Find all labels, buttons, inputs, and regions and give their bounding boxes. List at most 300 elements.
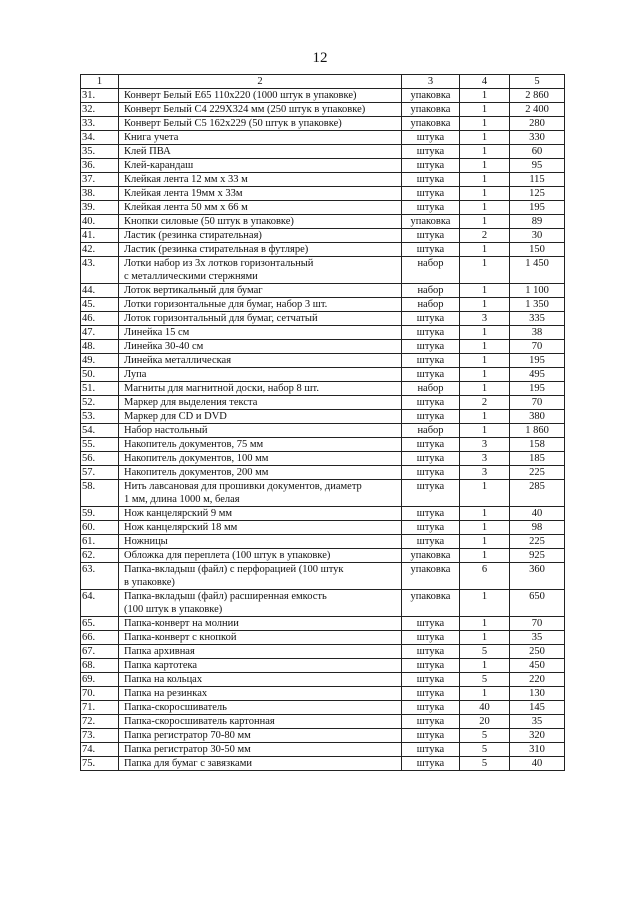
table-row [81, 535, 565, 549]
row-number-cell [81, 590, 119, 617]
unit-of-measure-cell [402, 145, 460, 159]
price-text: 185 [529, 453, 545, 464]
price-text: 2 400 [525, 104, 549, 115]
item-name-cell [119, 452, 402, 466]
unit-of-measure-cell [402, 507, 460, 521]
quantity-text: 3 [481, 453, 488, 464]
table-row [81, 368, 565, 382]
row-number-cell [81, 243, 119, 257]
row-number-text: 59. [82, 508, 96, 519]
table-row [81, 410, 565, 424]
price-text: 380 [529, 411, 545, 422]
row-number-cell [81, 701, 119, 715]
quantity-cell [460, 298, 510, 312]
price-cell [510, 438, 565, 452]
row-number-text: 62. [82, 550, 96, 561]
item-name-cell [119, 159, 402, 173]
row-number-text: 46. [82, 313, 96, 324]
unit-of-measure-text: упаковка [410, 118, 451, 129]
quantity-cell [460, 590, 510, 617]
row-number-text: 38. [82, 188, 96, 199]
item-name-text: Маркер для выделения текста [124, 397, 258, 408]
item-name-text: Клейкая лента 50 мм х 66 м [124, 202, 248, 213]
price-text: 1 450 [525, 258, 549, 269]
table-row [81, 673, 565, 687]
unit-of-measure-text: штука [416, 660, 445, 671]
price-text: 40 [531, 508, 543, 519]
item-name-text: Папка регистратор 30-50 мм [124, 744, 251, 755]
quantity-cell [460, 340, 510, 354]
item-name-text: Клейкая лента 19мм х 33м [124, 188, 243, 199]
item-name-text: Папка на резинках [124, 688, 208, 699]
quantity-text: 5 [481, 758, 488, 769]
row-number-text: 54. [82, 425, 96, 436]
item-name-text: Папка-вкладыш (файл) с перфорацией (100 штук [124, 564, 344, 575]
row-number-cell [81, 229, 119, 243]
row-number-text: 34. [82, 132, 96, 143]
price-cell [510, 215, 565, 229]
table-row [81, 438, 565, 452]
header-cell-unit: 3 [402, 75, 460, 89]
quantity-text: 1 [481, 632, 488, 643]
header-cell-quantity: 4 [460, 75, 510, 89]
table-row [81, 187, 565, 201]
unit-of-measure-cell [402, 298, 460, 312]
row-number-cell [81, 396, 119, 410]
item-name-cell [119, 617, 402, 631]
row-number-cell [81, 284, 119, 298]
item-name-cell [119, 507, 402, 521]
price-cell [510, 396, 565, 410]
row-number-text: 70. [82, 688, 96, 699]
row-number-text: 31. [82, 90, 96, 101]
row-number-cell [81, 729, 119, 743]
quantity-cell [460, 159, 510, 173]
unit-of-measure-text: набор [417, 299, 444, 310]
item-name-text: Папка-вкладыш (файл) расширенная емкость [124, 591, 327, 602]
quantity-text: 5 [481, 744, 488, 755]
table-row [81, 117, 565, 131]
price-cell [510, 507, 565, 521]
row-number-text: 71. [82, 702, 96, 713]
row-number-text: 44. [82, 285, 96, 296]
table-row [81, 424, 565, 438]
quantity-cell [460, 187, 510, 201]
row-number-text: 45. [82, 299, 96, 310]
row-number-cell [81, 326, 119, 340]
item-name-text: Конверт Белый С4 229Х324 мм (250 штук в упаковке) [124, 104, 366, 115]
row-number-cell [81, 659, 119, 673]
table-row [81, 645, 565, 659]
item-name-text: Накопитель документов, 75 мм [124, 439, 264, 450]
table-row [81, 507, 565, 521]
item-name-cell [119, 215, 402, 229]
row-number-cell [81, 438, 119, 452]
quantity-text: 5 [481, 646, 488, 657]
item-name-continuation: (100 штук в упаковке) [124, 604, 223, 615]
quantity-cell [460, 368, 510, 382]
unit-of-measure-cell [402, 340, 460, 354]
item-name-cell [119, 382, 402, 396]
price-cell [510, 298, 565, 312]
unit-of-measure-cell [402, 410, 460, 424]
table-row [81, 354, 565, 368]
row-number-text: 50. [82, 369, 96, 380]
price-text: 285 [529, 481, 545, 492]
table-row [81, 521, 565, 535]
unit-of-measure-text: штука [416, 467, 445, 478]
quantity-text: 1 [481, 174, 488, 185]
table-row [81, 243, 565, 257]
quantity-cell [460, 617, 510, 631]
item-name-text: Нить лавсановая для прошивки документов, диаметр [124, 481, 362, 492]
item-name-cell [119, 145, 402, 159]
quantity-cell [460, 466, 510, 480]
table-row [81, 131, 565, 145]
item-name-cell [119, 89, 402, 103]
price-cell [510, 743, 565, 757]
price-text: 145 [529, 702, 545, 713]
item-name-cell [119, 631, 402, 645]
table-row [81, 326, 565, 340]
unit-of-measure-cell [402, 382, 460, 396]
price-text: 320 [529, 730, 545, 741]
price-cell [510, 424, 565, 438]
price-cell [510, 452, 565, 466]
price-text: 95 [531, 160, 543, 171]
quantity-cell [460, 103, 510, 117]
unit-of-measure-text: штука [416, 369, 445, 380]
item-name-cell [119, 340, 402, 354]
price-cell [510, 466, 565, 480]
price-text: 158 [529, 439, 545, 450]
row-number-text: 68. [82, 660, 96, 671]
unit-of-measure-text: штука [416, 522, 445, 533]
row-number-cell [81, 312, 119, 326]
unit-of-measure-text: штука [416, 618, 445, 629]
price-text: 35 [531, 632, 543, 643]
quantity-cell [460, 257, 510, 284]
quantity-text: 20 [479, 716, 490, 727]
price-text: 310 [529, 744, 545, 755]
quantity-text: 3 [481, 439, 488, 450]
quantity-text: 1 [481, 550, 488, 561]
price-text: 2 860 [525, 90, 549, 101]
quantity-cell [460, 354, 510, 368]
row-number-text: 66. [82, 632, 96, 643]
quantity-text: 1 [481, 90, 488, 101]
row-number-cell [81, 631, 119, 645]
quantity-text: 3 [481, 467, 488, 478]
unit-of-measure-cell [402, 354, 460, 368]
table-row [81, 229, 565, 243]
price-text: 40 [531, 758, 543, 769]
row-number-text: 74. [82, 744, 96, 755]
item-name-cell [119, 535, 402, 549]
quantity-text: 1 [481, 258, 488, 269]
unit-of-measure-text: штука [416, 453, 445, 464]
row-number-text: 73. [82, 730, 96, 741]
quantity-text: 1 [481, 160, 488, 171]
item-name-text: Лоток горизонтальный для бумаг, сетчатый [124, 313, 318, 324]
unit-of-measure-text: штука [416, 411, 445, 422]
row-number-text: 33. [82, 118, 96, 129]
quantity-cell [460, 535, 510, 549]
quantity-cell [460, 243, 510, 257]
item-name-cell [119, 257, 402, 284]
row-number-cell [81, 673, 119, 687]
price-cell [510, 187, 565, 201]
item-name-cell [119, 201, 402, 215]
row-number-text: 58. [82, 481, 96, 492]
row-number-cell [81, 480, 119, 507]
row-number-cell [81, 382, 119, 396]
price-text: 225 [529, 536, 545, 547]
item-name-continuation: 1 мм, длина 1000 м, белая [124, 494, 240, 505]
table-row [81, 480, 565, 507]
unit-of-measure-text: штука [416, 202, 445, 213]
price-cell [510, 715, 565, 729]
unit-of-measure-cell [402, 673, 460, 687]
quantity-text: 1 [481, 244, 488, 255]
unit-of-measure-text: штука [416, 397, 445, 408]
row-number-cell [81, 215, 119, 229]
unit-of-measure-cell [402, 645, 460, 659]
item-name-cell [119, 298, 402, 312]
item-name-continuation: с металлическими стержнями [124, 271, 258, 282]
row-number-cell [81, 507, 119, 521]
price-text: 495 [529, 369, 545, 380]
quantity-cell [460, 507, 510, 521]
table-row [81, 743, 565, 757]
row-number-text: 52. [82, 397, 96, 408]
quantity-text: 1 [481, 285, 488, 296]
quantity-cell [460, 145, 510, 159]
price-cell [510, 326, 565, 340]
quantity-text: 1 [481, 591, 488, 602]
price-cell [510, 284, 565, 298]
unit-of-measure-text: упаковка [410, 90, 451, 101]
unit-of-measure-cell [402, 326, 460, 340]
item-name-text: Клейкая лента 12 мм х 33 м [124, 174, 248, 185]
price-cell [510, 645, 565, 659]
item-name-text: Магниты для магнитной доски, набор 8 шт. [124, 383, 319, 394]
item-name-cell [119, 563, 402, 590]
unit-of-measure-cell [402, 729, 460, 743]
item-name-cell [119, 715, 402, 729]
row-number-cell [81, 145, 119, 159]
row-number-cell [81, 131, 119, 145]
price-text: 280 [529, 118, 545, 129]
item-name-text: Папка-скоросшиватель [124, 702, 227, 713]
unit-of-measure-cell [402, 173, 460, 187]
table-header-row [81, 75, 565, 89]
item-name-continuation: в упаковке) [124, 577, 175, 588]
price-cell [510, 145, 565, 159]
quantity-cell [460, 687, 510, 701]
row-number-text: 65. [82, 618, 96, 629]
quantity-text: 1 [481, 146, 488, 157]
unit-of-measure-cell [402, 312, 460, 326]
unit-of-measure-text: штука [416, 481, 445, 492]
quantity-cell [460, 563, 510, 590]
row-number-cell [81, 257, 119, 284]
unit-of-measure-text: штука [416, 674, 445, 685]
price-text: 360 [529, 564, 545, 575]
row-number-text: 48. [82, 341, 96, 352]
unit-of-measure-text: штука [416, 132, 445, 143]
table-row [81, 284, 565, 298]
unit-of-measure-text: штука [416, 244, 445, 255]
table-row [81, 215, 565, 229]
item-name-text: Клей ПВА [124, 146, 171, 157]
item-name-text: Папка архивная [124, 646, 195, 657]
row-number-text: 49. [82, 355, 96, 366]
item-name-cell [119, 645, 402, 659]
quantity-text: 5 [481, 730, 488, 741]
table-row [81, 396, 565, 410]
header-cell-name: 2 [119, 75, 402, 89]
quantity-text: 1 [481, 481, 488, 492]
item-name-text: Обложка для переплета (100 штук в упаковке) [124, 550, 331, 561]
quantity-text: 1 [481, 132, 488, 143]
price-cell [510, 757, 565, 771]
row-number-cell [81, 645, 119, 659]
price-text: 925 [529, 550, 545, 561]
price-cell [510, 103, 565, 117]
quantity-cell [460, 631, 510, 645]
row-number-text: 43. [82, 258, 96, 269]
table-row [81, 103, 565, 117]
price-cell [510, 173, 565, 187]
price-text: 1 350 [525, 299, 549, 310]
row-number-cell [81, 521, 119, 535]
quantity-cell [460, 201, 510, 215]
row-number-text: 32. [82, 104, 96, 115]
unit-of-measure-text: упаковка [410, 104, 451, 115]
row-number-cell [81, 549, 119, 563]
unit-of-measure-text: штука [416, 146, 445, 157]
item-name-text: Папка-скоросшиватель картонная [124, 716, 275, 727]
quantity-cell [460, 117, 510, 131]
row-number-text: 64. [82, 591, 96, 602]
quantity-text: 1 [481, 618, 488, 629]
row-number-text: 63. [82, 564, 96, 575]
price-text: 1 860 [525, 425, 549, 436]
price-cell [510, 312, 565, 326]
price-text: 450 [529, 660, 545, 671]
item-name-cell [119, 729, 402, 743]
item-name-text: Конверт Белый Е65 110х220 (1000 штук в упаковке) [124, 90, 357, 101]
price-text: 150 [529, 244, 545, 255]
unit-of-measure-cell [402, 131, 460, 145]
unit-of-measure-cell [402, 284, 460, 298]
unit-of-measure-cell [402, 243, 460, 257]
quantity-text: 2 [481, 397, 488, 408]
row-number-cell [81, 715, 119, 729]
table-row [81, 257, 565, 284]
item-name-cell [119, 103, 402, 117]
table-row [81, 617, 565, 631]
price-text: 130 [529, 688, 545, 699]
price-cell [510, 617, 565, 631]
row-number-text: 60. [82, 522, 96, 533]
quantity-cell [460, 410, 510, 424]
price-text: 70 [531, 341, 543, 352]
item-name-text: Лупа [124, 369, 147, 380]
row-number-cell [81, 117, 119, 131]
quantity-cell [460, 645, 510, 659]
unit-of-measure-cell [402, 659, 460, 673]
table-row [81, 687, 565, 701]
quantity-text: 1 [481, 188, 488, 199]
item-name-text: Набор настольный [124, 425, 208, 436]
row-number-cell [81, 535, 119, 549]
quantity-text: 1 [481, 299, 488, 310]
item-name-cell [119, 424, 402, 438]
row-number-text: 57. [82, 467, 96, 478]
table-row [81, 382, 565, 396]
unit-of-measure-cell [402, 438, 460, 452]
row-number-text: 69. [82, 674, 96, 685]
price-cell [510, 729, 565, 743]
price-text: 1 100 [525, 285, 549, 296]
item-name-text: Нож канцелярский 18 мм [124, 522, 238, 533]
price-text: 195 [529, 383, 545, 394]
table-row [81, 312, 565, 326]
unit-of-measure-text: штука [416, 174, 445, 185]
price-cell [510, 480, 565, 507]
row-number-cell [81, 687, 119, 701]
unit-of-measure-cell [402, 757, 460, 771]
item-name-cell [119, 757, 402, 771]
unit-of-measure-cell [402, 687, 460, 701]
item-name-text: Накопитель документов, 200 мм [124, 467, 269, 478]
price-cell [510, 89, 565, 103]
unit-of-measure-text: штука [416, 716, 445, 727]
quantity-text: 1 [481, 508, 488, 519]
row-number-cell [81, 466, 119, 480]
item-name-text: Ластик (резинка стирательная в футляре) [124, 244, 309, 255]
price-text: 250 [529, 646, 545, 657]
table-row [81, 590, 565, 617]
price-text: 335 [529, 313, 545, 324]
unit-of-measure-cell [402, 215, 460, 229]
quantity-cell [460, 326, 510, 340]
row-number-cell [81, 173, 119, 187]
row-number-cell [81, 354, 119, 368]
quantity-text: 1 [481, 383, 488, 394]
item-name-text: Папка регистратор 70-80 мм [124, 730, 251, 741]
price-cell [510, 590, 565, 617]
unit-of-measure-cell [402, 159, 460, 173]
unit-of-measure-cell [402, 701, 460, 715]
item-name-cell [119, 659, 402, 673]
price-cell [510, 354, 565, 368]
item-name-cell [119, 466, 402, 480]
item-name-cell [119, 687, 402, 701]
unit-of-measure-text: набор [417, 258, 444, 269]
unit-of-measure-cell [402, 563, 460, 590]
unit-of-measure-text: штука [416, 508, 445, 519]
price-text: 70 [531, 397, 543, 408]
item-name-cell [119, 480, 402, 507]
unit-of-measure-text: штука [416, 632, 445, 643]
quantity-cell [460, 89, 510, 103]
unit-of-measure-cell [402, 117, 460, 131]
price-cell [510, 382, 565, 396]
quantity-cell [460, 396, 510, 410]
